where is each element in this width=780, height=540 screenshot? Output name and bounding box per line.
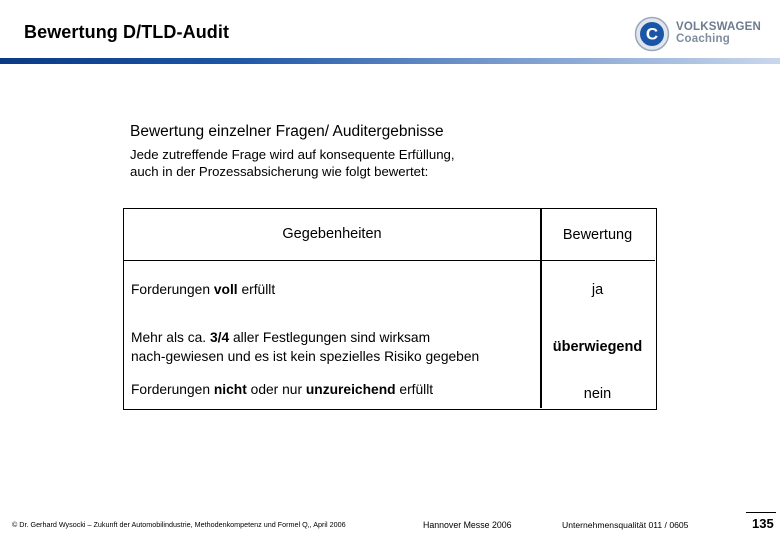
condition-text: erfüllt [237, 282, 276, 297]
header-rating: Bewertung [562, 227, 633, 243]
condition-text: aller Festlegungen sind wirksam [229, 330, 431, 345]
description-line-2: auch in der Prozessabsicherung wie folgt bewertet: [130, 164, 429, 179]
logo-mark-letter: C [645, 24, 659, 44]
condition-cell [124, 328, 540, 366]
section-description [130, 146, 570, 180]
table-row [124, 373, 655, 409]
condition-emphasis: unzureichend [305, 382, 396, 397]
condition-cell [124, 280, 540, 299]
table-row [124, 261, 655, 311]
description-line-1: Jede zutreffende Frage wird auf konsequente Erfüllung, [130, 147, 455, 162]
table-header-row [124, 209, 655, 260]
condition-cell [124, 380, 540, 399]
rating-cell: nein [583, 386, 612, 402]
condition-text: oder nur [246, 382, 306, 397]
page-number: 135 [752, 516, 774, 531]
header-condition: Gegebenheiten [282, 226, 382, 242]
condition-text: erfüllt [395, 382, 434, 397]
table-row [124, 311, 655, 373]
footer-event: Hannover Messe 2006 [423, 520, 512, 530]
vw-coaching-logo-icon [634, 16, 670, 52]
footer-rule [746, 512, 776, 513]
section-heading: Bewertung einzelner Fragen/ Auditergebnisse [130, 123, 444, 140]
rating-cell: überwiegend [552, 339, 643, 355]
condition-emphasis: 3/4 [209, 330, 230, 345]
logo-line-2: Coaching [676, 33, 730, 45]
condition-text-line-2: nach-gewiesen und es ist kein spezielles Risiko gegeben [131, 349, 480, 364]
condition-text: Mehr als ca. [131, 330, 210, 345]
condition-emphasis: voll [213, 282, 238, 297]
rating-cell: ja [591, 282, 604, 298]
footer-copyright: © Dr. Gerhard Wysocki – Zukunft der Automobilindustrie, Methodenkompetenz und Formel Q,, April 2006 [12, 520, 346, 529]
slide-title: Bewertung D/TLD-Audit [24, 22, 230, 42]
condition-text: Forderungen [131, 282, 214, 297]
condition-text: Forderungen [131, 382, 214, 397]
header-stripe [0, 58, 780, 64]
condition-emphasis: nicht [213, 382, 247, 397]
logo-wordmark [676, 21, 761, 45]
logo-line-1: VOLKSWAGEN [676, 21, 762, 33]
footer-topic: Unternehmensqualität 011 / 0605 [562, 520, 689, 530]
rating-table [123, 208, 657, 410]
vw-coaching-logo [634, 16, 774, 52]
